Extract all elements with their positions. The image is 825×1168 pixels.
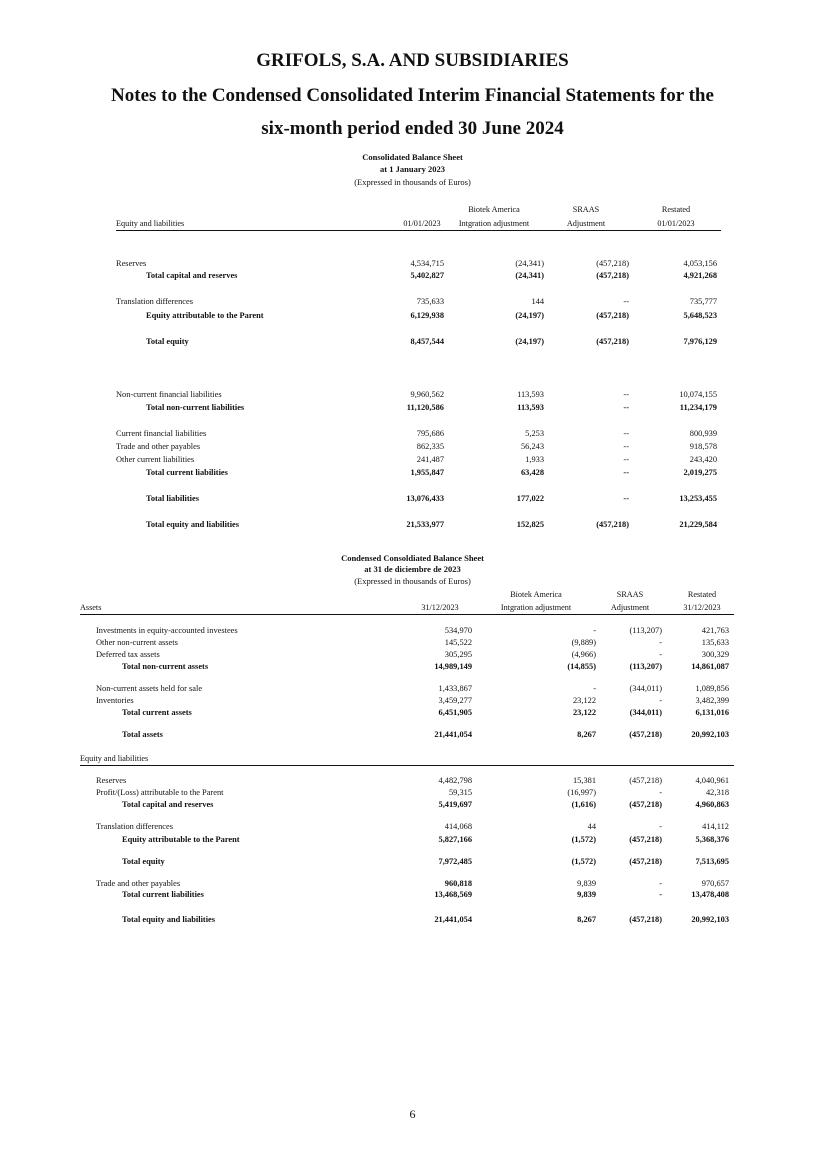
cell-value: (457,218) — [629, 800, 662, 809]
table2-assets-label: Assets — [80, 603, 102, 612]
cell-value: 970,657 — [701, 879, 729, 888]
cell-value: (457,218) — [629, 857, 662, 866]
cell-value: 9,839 — [577, 879, 596, 888]
cell-value: 1,933 — [525, 455, 544, 464]
cell-value: 3,459,277 — [438, 696, 472, 705]
table1-col3-line1: SRAAS — [572, 205, 600, 214]
cell-value: 42,318 — [705, 788, 729, 797]
cell-value: 735,777 — [689, 297, 717, 306]
cell-value: (1,572) — [571, 835, 596, 844]
cell-value: (9,889) — [571, 638, 596, 647]
table1-col4-line2: 01/01/2023 — [657, 219, 695, 228]
table2-equity-label: Equity and liabilities — [80, 754, 149, 763]
row-label: Reserves — [96, 776, 127, 785]
cell-value: -- — [623, 494, 629, 503]
cell-value: 4,960,863 — [695, 800, 729, 809]
cell-value: 2,019,275 — [683, 468, 717, 477]
cell-value: 9,839 — [577, 890, 596, 899]
row-label: Translation differences — [116, 297, 193, 306]
table2-subtitle: at 31 de diciembre de 2023 — [364, 564, 461, 574]
cell-value: 4,534,715 — [410, 259, 444, 268]
cell-value: 5,253 — [525, 429, 544, 438]
row-label: Total liabilities — [146, 494, 199, 503]
cell-value: (457,218) — [629, 835, 662, 844]
cell-value: 6,129,938 — [410, 311, 444, 320]
row-label: Total current liabilities — [122, 890, 204, 899]
row-label: Non-current assets held for sale — [96, 684, 203, 693]
cell-value: (457,218) — [629, 730, 662, 739]
cell-value: 7,513,695 — [695, 857, 729, 866]
table1-header-rule — [116, 230, 721, 231]
cell-value: (1,616) — [571, 800, 596, 809]
cell-value: 305,295 — [444, 650, 472, 659]
table2-col1-line2: 31/12/2023 — [421, 603, 459, 612]
cell-value: 23,122 — [572, 708, 596, 717]
cell-value: 1,955,847 — [410, 468, 444, 477]
cell-value: - — [659, 638, 662, 647]
cell-value: 44 — [587, 822, 596, 831]
table2-col3-line2: Adjustment — [610, 603, 650, 612]
row-label: Total equity and liabilities — [122, 915, 215, 924]
cell-value: (113,207) — [629, 626, 662, 635]
cell-value: (24,341) — [515, 259, 544, 268]
cell-value: 9,960,562 — [410, 390, 444, 399]
cell-value: 7,972,485 — [438, 857, 472, 866]
cell-value: 862,335 — [416, 442, 444, 451]
row-label: Total current assets — [122, 708, 192, 717]
cell-value: 6,131,016 — [695, 708, 729, 717]
table1-subtitle: at 1 January 2023 — [380, 164, 445, 174]
cell-value: 5,419,697 — [438, 800, 472, 809]
cell-value: 960,818 — [444, 879, 472, 888]
cell-value: 5,402,827 — [410, 271, 444, 280]
row-label: Non-current financial liabilities — [116, 390, 222, 399]
cell-value: (344,011) — [629, 684, 662, 693]
row-label: Current financial liabilities — [116, 429, 207, 438]
cell-value: (457,218) — [629, 915, 662, 924]
cell-value: 300,329 — [701, 650, 729, 659]
cell-value: 4,040,961 — [695, 776, 729, 785]
row-label: Profit/(Loss) attributable to the Parent — [96, 788, 224, 797]
cell-value: 5,648,523 — [683, 311, 717, 320]
cell-value: 414,068 — [444, 822, 472, 831]
table1-col1-line2: 01/01/2023 — [403, 219, 441, 228]
page-number: 6 — [409, 1107, 416, 1121]
row-label: Total current liabilities — [146, 468, 228, 477]
cell-value: 735,633 — [416, 297, 444, 306]
cell-value: 177,022 — [516, 494, 544, 503]
cell-value: - — [659, 650, 662, 659]
cell-value: (16,997) — [567, 788, 596, 797]
table2-col2-line1: Biotek America — [510, 590, 562, 599]
cell-value: (14,855) — [567, 662, 596, 671]
cell-value: 4,053,156 — [683, 259, 717, 268]
cell-value: 14,989,149 — [434, 662, 472, 671]
cell-value: 1,433,867 — [438, 684, 472, 693]
row-label: Total equity and liabilities — [146, 520, 239, 529]
row-label: Reserves — [116, 259, 147, 268]
cell-value: 23,122 — [572, 696, 596, 705]
table2-col4-line2: 31/12/2023 — [683, 603, 721, 612]
cell-value: (4,966) — [571, 650, 596, 659]
row-label: Total assets — [122, 730, 163, 739]
cell-value: (457,218) — [596, 271, 629, 280]
cell-value: 243,420 — [689, 455, 717, 464]
table1-col2-line1: Biotek America — [468, 205, 520, 214]
cell-value: 4,921,268 — [683, 271, 717, 280]
row-label: Investments in equity-accounted investees — [96, 626, 238, 635]
cell-value: (24,197) — [515, 337, 544, 346]
cell-value: 8,457,544 — [410, 337, 444, 346]
cell-value: 135,633 — [701, 638, 729, 647]
cell-value: 13,253,455 — [679, 494, 717, 503]
cell-value: 63,428 — [520, 468, 544, 477]
cell-value: (113,207) — [629, 662, 662, 671]
cell-value: 1,089,856 — [695, 684, 729, 693]
cell-value: 21,229,584 — [679, 520, 717, 529]
notes-title-line2: six-month period ended 30 June 2024 — [261, 118, 564, 139]
cell-value: 21,441,054 — [434, 730, 472, 739]
cell-value: 10,074,155 — [679, 390, 717, 399]
table2-col4-line1: Restated — [687, 590, 717, 599]
cell-value: 7,976,129 — [683, 337, 717, 346]
cell-value: 11,120,586 — [406, 403, 444, 412]
cell-value: - — [593, 626, 596, 635]
cell-value: 800,939 — [689, 429, 717, 438]
cell-value: 113,593 — [517, 390, 544, 399]
row-label: Total equity — [146, 337, 189, 346]
row-label: Other current liabilities — [116, 455, 195, 464]
row-label: Deferred tax assets — [96, 650, 160, 659]
table2-equity-rule — [80, 765, 734, 766]
cell-value: 5,368,376 — [695, 835, 729, 844]
cell-value: 152,825 — [516, 520, 544, 529]
cell-value: 421,763 — [701, 626, 729, 635]
cell-value: (24,197) — [515, 311, 544, 320]
table2-title: Condensed Consoldiated Balance Sheet — [341, 553, 484, 563]
cell-value: 4,482,798 — [438, 776, 472, 785]
cell-value: (457,218) — [596, 520, 629, 529]
cell-value: -- — [623, 429, 629, 438]
cell-value: -- — [623, 442, 629, 451]
cell-value: 918,578 — [689, 442, 717, 451]
cell-value: 144 — [531, 297, 544, 306]
cell-value: -- — [623, 403, 629, 412]
cell-value: 8,267 — [577, 915, 596, 924]
table1-col3-line2: Adjustment — [566, 219, 606, 228]
row-label: Equity attributable to the Parent — [122, 835, 240, 844]
cell-value: 56,243 — [520, 442, 544, 451]
cell-value: -- — [623, 468, 629, 477]
cell-value: 14,861,087 — [691, 662, 729, 671]
cell-value: 20,992,103 — [691, 730, 729, 739]
cell-value: (24,341) — [515, 271, 544, 280]
row-label: Total non-current assets — [122, 662, 209, 671]
row-label: Inventories — [96, 696, 134, 705]
row-label: Translation differences — [96, 822, 173, 831]
cell-value: 13,478,408 — [691, 890, 729, 899]
cell-value: 11,234,179 — [679, 403, 717, 412]
cell-value: (457,218) — [629, 776, 662, 785]
table1-col2-line2: Intgration adjustment — [458, 219, 530, 228]
cell-value: -- — [623, 455, 629, 464]
cell-value: (457,218) — [596, 337, 629, 346]
cell-value: -- — [623, 390, 629, 399]
table1-section-label: Equity and liabilities — [116, 219, 185, 228]
cell-value: 795,686 — [416, 429, 444, 438]
company-title: GRIFOLS, S.A. AND SUBSIDIARIES — [256, 50, 569, 71]
cell-value: - — [659, 696, 662, 705]
cell-value: 15,381 — [572, 776, 596, 785]
cell-value: - — [659, 822, 662, 831]
cell-value: 241,487 — [416, 455, 444, 464]
cell-value: (1,572) — [571, 857, 596, 866]
row-label: Total capital and reserves — [122, 800, 214, 809]
cell-value: 414,112 — [702, 822, 729, 831]
table2-units: (Expressed in thousands of Euros) — [354, 576, 471, 586]
cell-value: - — [659, 788, 662, 797]
cell-value: 21,441,054 — [434, 915, 472, 924]
cell-value: 534,970 — [444, 626, 472, 635]
cell-value: 145,522 — [444, 638, 472, 647]
row-label: Other non-current assets — [96, 638, 178, 647]
cell-value: 3,482,399 — [695, 696, 729, 705]
cell-value: 59,315 — [448, 788, 472, 797]
cell-value: -- — [623, 297, 629, 306]
row-label: Trade and other payables — [116, 442, 201, 451]
cell-value: 8,267 — [577, 730, 596, 739]
cell-value: - — [593, 684, 596, 693]
row-label: Trade and other payables — [96, 879, 181, 888]
cell-value: 5,827,166 — [438, 835, 472, 844]
row-label: Total non-current liabilities — [146, 403, 245, 412]
table2-col2-line2: Intgration adjustment — [500, 603, 572, 612]
cell-value: (457,218) — [596, 311, 629, 320]
table2-col3-line1: SRAAS — [616, 590, 644, 599]
table2-header-rule — [80, 614, 734, 615]
cell-value: (344,011) — [629, 708, 662, 717]
table1-col4-line1: Restated — [661, 205, 691, 214]
cell-value: - — [659, 890, 662, 899]
row-label: Total equity — [122, 857, 165, 866]
cell-value: 6,451,905 — [438, 708, 472, 717]
cell-value: 13,076,433 — [406, 494, 444, 503]
cell-value: 20,992,103 — [691, 915, 729, 924]
cell-value: (457,218) — [596, 259, 629, 268]
row-label: Equity attributable to the Parent — [146, 311, 264, 320]
cell-value: 13,468,569 — [434, 890, 472, 899]
table1-units: (Expressed in thousands of Euros) — [354, 177, 471, 187]
cell-value: - — [659, 879, 662, 888]
cell-value: 113,593 — [517, 403, 544, 412]
cell-value: 21,533,977 — [406, 520, 444, 529]
row-label: Total capital and reserves — [146, 271, 238, 280]
table1-title: Consolidated Balance Sheet — [362, 152, 463, 162]
notes-title-line1: Notes to the Condensed Consolidated Interim Financial Statements for the — [111, 85, 714, 106]
